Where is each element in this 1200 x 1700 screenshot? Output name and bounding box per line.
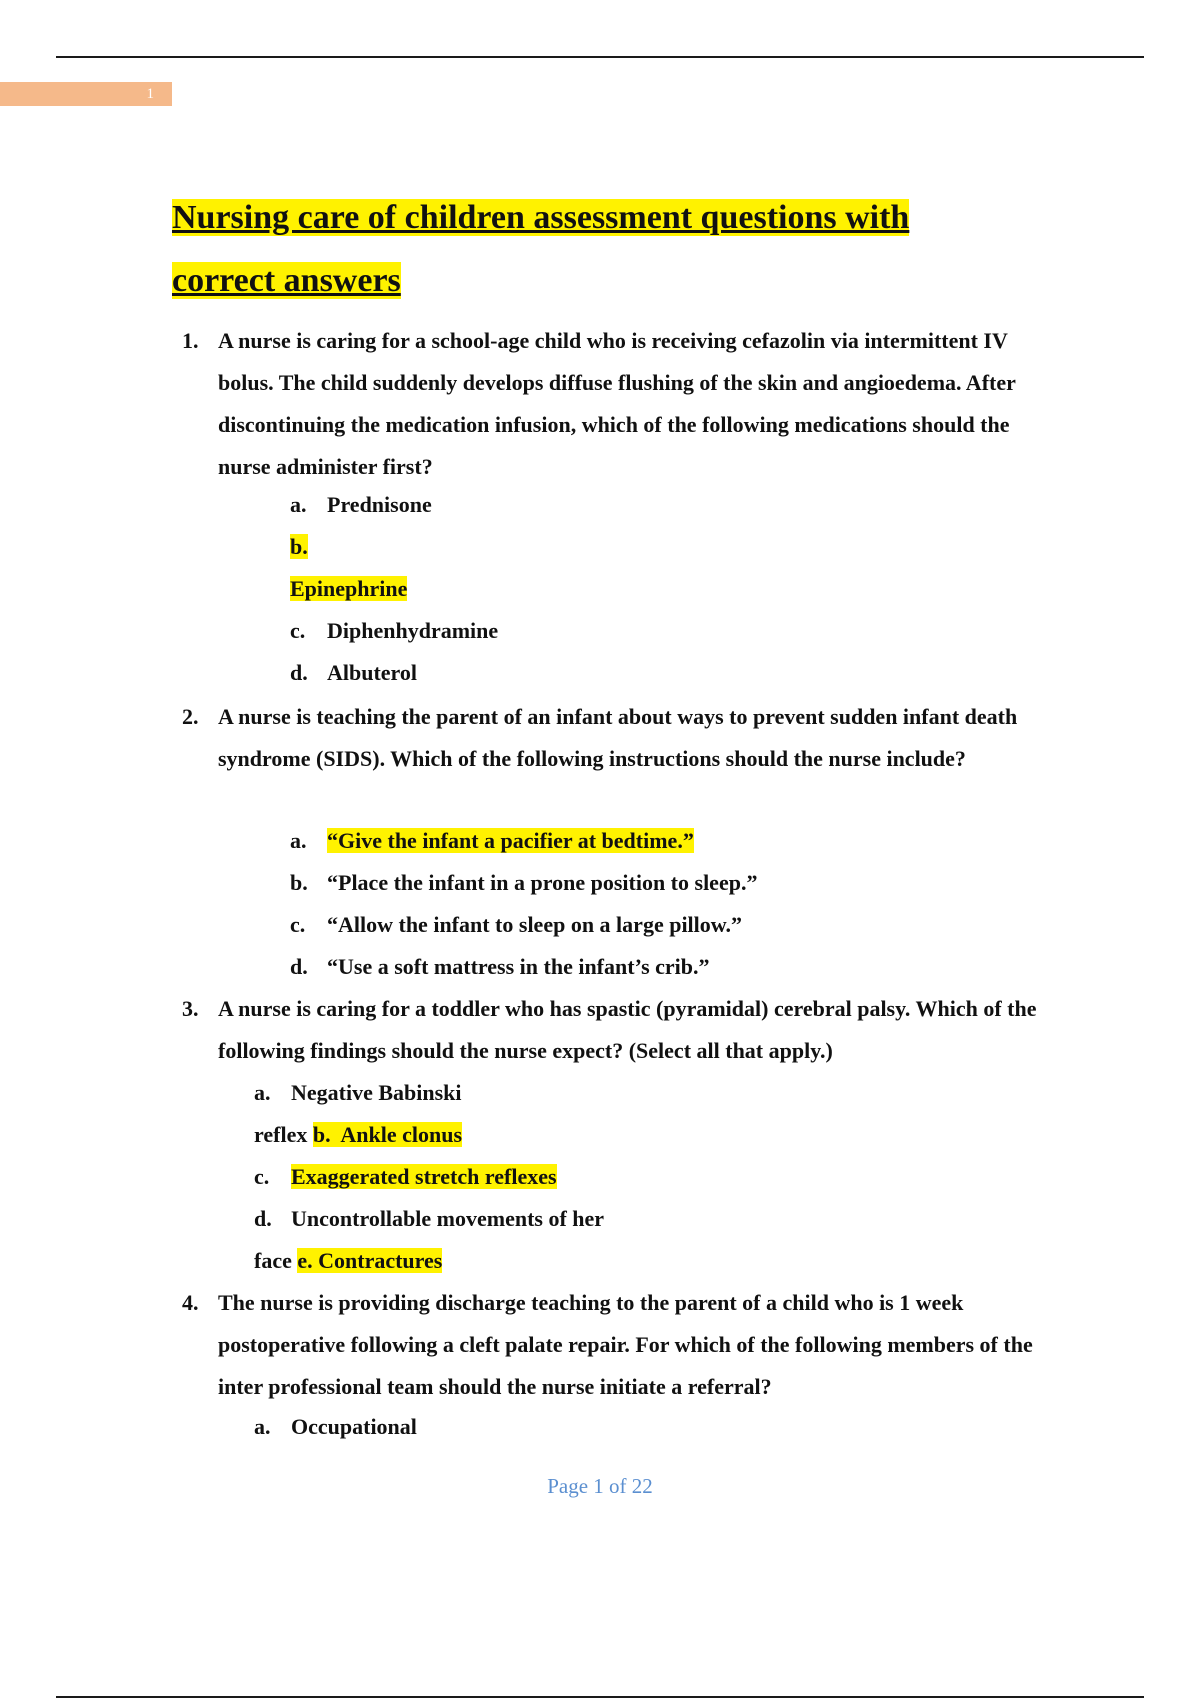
option-3b-line (254, 1114, 462, 1156)
option-3e-line (254, 1240, 442, 1282)
option-3b (313, 1122, 462, 1147)
option-letter: e. (297, 1248, 313, 1273)
option-1d (290, 652, 417, 694)
option-3e (297, 1248, 442, 1273)
question-number: 3. (182, 996, 199, 1021)
option-text: Diphenhydramine (327, 618, 499, 643)
option-2c (290, 904, 742, 946)
option-text: Uncontrollable movements of her (291, 1206, 605, 1231)
option-text: Occupational (291, 1414, 417, 1439)
question-number: 4. (182, 1290, 199, 1315)
option-letter: c. (290, 618, 306, 643)
option-1c (290, 610, 498, 652)
option-text: Prednisone (327, 492, 432, 517)
option-1a (290, 484, 432, 526)
page-footer: Page 1 of 22 (547, 1474, 653, 1498)
option-text-wrap: reflex (254, 1122, 308, 1147)
option-text: Ankle clonus (340, 1122, 463, 1147)
option-letter: b. (312, 1122, 331, 1147)
footer-rule (56, 1696, 1144, 1698)
page-number-tab: 1 (0, 82, 172, 106)
option-letter: b. (290, 534, 308, 559)
question-2 (182, 696, 1062, 780)
option-3a (254, 1072, 462, 1114)
question-1 (182, 320, 1062, 488)
option-4a (254, 1406, 417, 1448)
option-letter: d. (290, 660, 308, 685)
option-letter: d. (290, 954, 308, 979)
option-text: Epinephrine (290, 576, 408, 601)
question-4 (182, 1282, 1062, 1408)
header-rule (56, 56, 1144, 58)
option-text: Exaggerated stretch reflexes (291, 1164, 557, 1189)
option-1b-letter (290, 526, 308, 568)
option-2d (290, 946, 710, 988)
option-2a (290, 820, 694, 862)
option-text: “Place the infant in a prone position to sleep.” (327, 870, 758, 895)
option-letter: b. (290, 870, 308, 895)
document-title (172, 186, 992, 312)
question-stem: A nurse is teaching the parent of an infant about ways to prevent sudden infant death syndrome (SIDS). Which of the following instructions should the nurse include? (218, 704, 1018, 771)
option-3d (254, 1198, 604, 1240)
option-letter: a. (290, 828, 307, 853)
option-text: Albuterol (327, 660, 418, 685)
option-text: Negative Babinski (291, 1080, 462, 1105)
option-letter: d. (254, 1206, 272, 1231)
question-3 (182, 988, 1062, 1072)
option-1b (290, 568, 407, 610)
question-number: 1. (182, 328, 199, 353)
option-text: “Allow the infant to sleep on a large pillow.” (327, 912, 742, 937)
question-stem: A nurse is caring for a toddler who has spastic (pyramidal) cerebral palsy. Which of the following findings should the nurse expect? (Select all that apply.) (218, 996, 1037, 1063)
question-number: 2. (182, 704, 199, 729)
option-text: “Give the infant a pacifier at bedtime.” (327, 828, 694, 853)
option-text: Contractures (318, 1248, 443, 1273)
question-stem: A nurse is caring for a school-age child who is receiving cefazolin via intermittent IV bolus. The child suddenly develops diffuse flushing of the skin and angioedema. After discontinuing the medication infusion, which of the following medications should the nurse administer first? (218, 328, 1016, 479)
question-stem: The nurse is providing discharge teaching to the parent of a child who is 1 week postoperative following a cleft palate repair. For which of the following members of the inter professional team should the nurse initiate a referral? (218, 1290, 1033, 1399)
option-3c (254, 1156, 557, 1198)
option-letter: a. (254, 1080, 271, 1105)
document-title-text: Nursing care of children assessment questions with correct answers (172, 199, 910, 299)
option-letter: a. (290, 492, 307, 517)
option-letter: c. (254, 1164, 270, 1189)
option-2b (290, 862, 757, 904)
option-text: “Use a soft mattress in the infant’s crib.” (327, 954, 710, 979)
option-letter: a. (254, 1414, 271, 1439)
option-text-wrap: face (254, 1248, 292, 1273)
option-letter: c. (290, 912, 306, 937)
